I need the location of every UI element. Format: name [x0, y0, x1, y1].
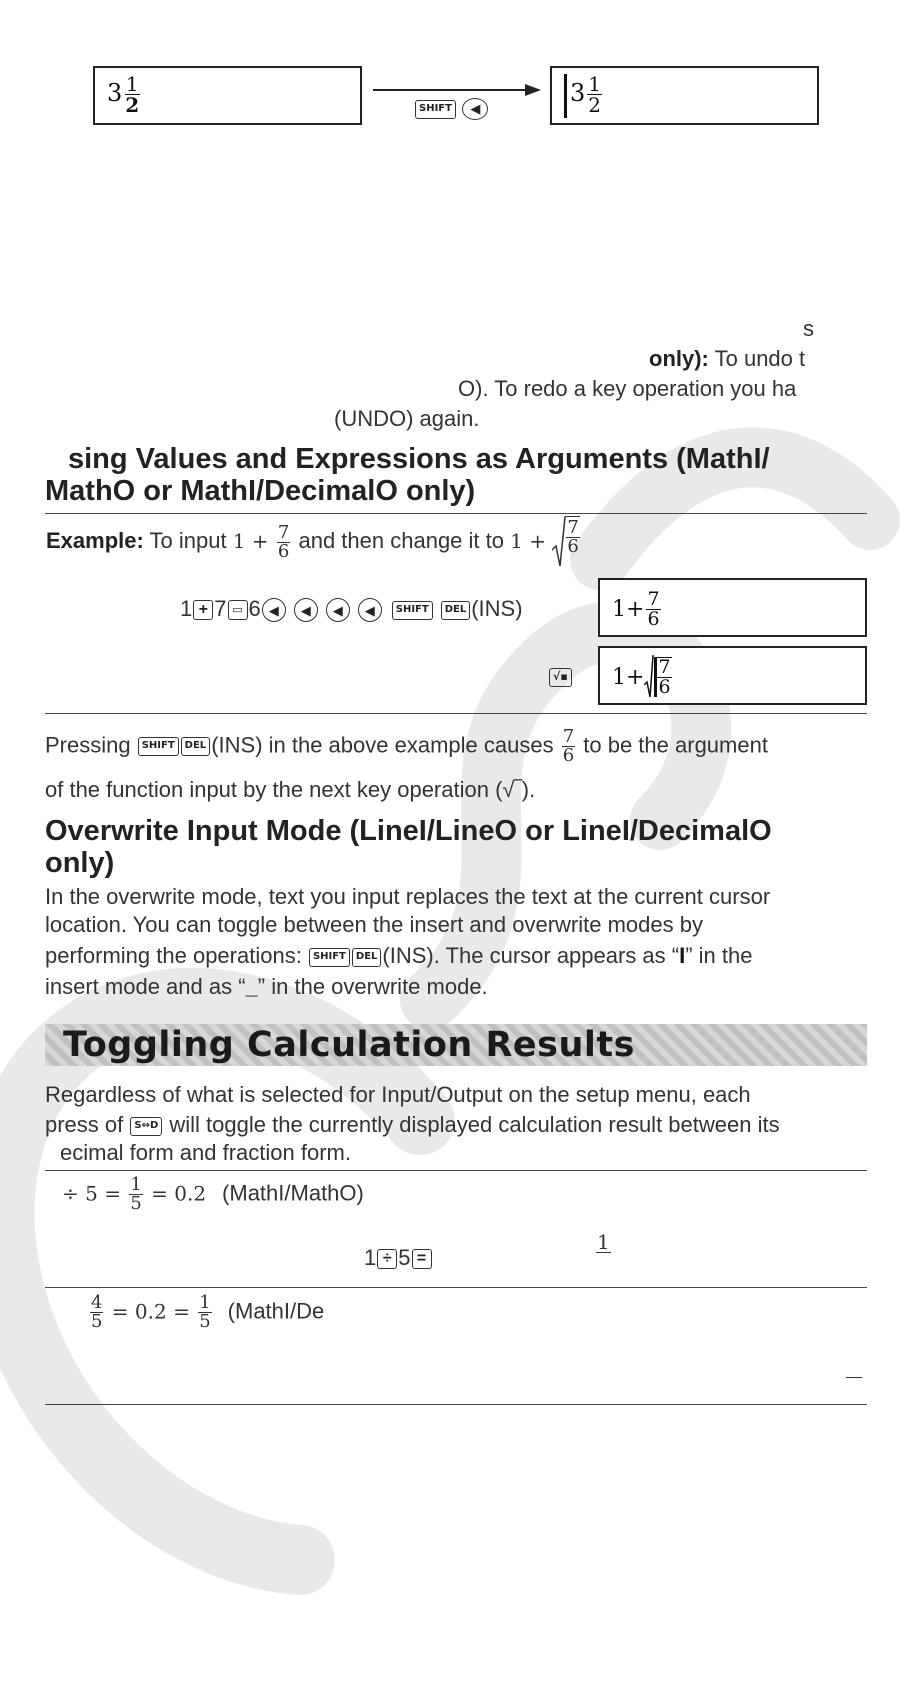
ex2-num2: 1 [199, 1292, 211, 1313]
mixed-denominator: 2 [125, 93, 140, 117]
example-text1: To input [143, 527, 233, 553]
toggle-para-line2 [45, 1110, 780, 1140]
example-line [46, 516, 580, 568]
transition-arrow [373, 82, 543, 98]
mixed-whole: 3 [570, 79, 586, 107]
mixed-denominator: 2 [588, 93, 602, 117]
s-d-key[interactable]: S⇔D [130, 1117, 162, 1136]
cursor-bar [564, 74, 567, 118]
overwrite-heading-line1: Overwrite Input Mode (LineI/LineO or LineI/DecimalO [45, 815, 772, 847]
banner-title: Toggling Calculation Results [63, 1025, 635, 1065]
args-heading-line1: sing Values and Expressions as Arguments (MathI/ [68, 443, 770, 475]
radical-sign-icon [644, 655, 654, 699]
ex2-result-fraction-bar [846, 1377, 862, 1378]
key-6[interactable]: 6 [248, 596, 261, 621]
left-arrow-key[interactable]: ◀ [262, 598, 286, 622]
plus-key[interactable]: + [193, 600, 213, 620]
screen-prefix: 1+ [612, 596, 645, 622]
overwrite-para-line3 [45, 941, 753, 971]
shift-key[interactable]: SHIFT [415, 100, 456, 119]
key-1[interactable]: 1 [364, 1245, 377, 1270]
undo-line2 [649, 344, 805, 374]
lcd-screen-before [93, 66, 362, 125]
key-sequence [180, 594, 523, 624]
ex1-tail: = 0.2 [144, 1181, 207, 1206]
mixed-whole: 3 [107, 79, 123, 107]
del-key[interactable]: DEL [441, 601, 471, 620]
overwrite-para-line4 [45, 972, 488, 1002]
shift-key[interactable]: SHIFT [138, 737, 179, 756]
args-heading-line2: MathO or MathI/DecimalO only) [45, 475, 476, 507]
key-5[interactable]: 5 [398, 1245, 411, 1270]
key-7[interactable]: 7 [214, 596, 227, 621]
para-line2b: will toggle the currently displayed calculation result between its [163, 1112, 780, 1137]
sqrt-expression [552, 516, 579, 568]
undo-line2-rest: To undo t [708, 346, 806, 371]
del-key[interactable]: DEL [352, 948, 382, 967]
para-line2a: press of [45, 1112, 130, 1137]
para-line4a: insert mode and as “ [45, 974, 246, 999]
note-text2: (INS) in the above example causes [211, 732, 560, 758]
key-1[interactable]: 1 [180, 596, 193, 621]
ex2-num1: 4 [91, 1292, 103, 1313]
note-text3: to be the argument [577, 732, 768, 758]
del-key[interactable]: DEL [181, 737, 211, 756]
ex1-mode: (MathI/MathO) [222, 1180, 364, 1206]
toggle-example1 [62, 1176, 364, 1213]
section-banner [45, 1024, 867, 1066]
ex1-result-fraction [594, 1232, 613, 1263]
ex2-den2: 5 [199, 1311, 211, 1332]
sqrt-key[interactable]: √▪ [549, 668, 572, 687]
mixed-numerator: 1 [125, 72, 139, 96]
lcd-screen-fraction [598, 578, 867, 637]
ins-label: (INS) [471, 596, 523, 621]
args-note-line1 [45, 728, 768, 765]
ex1-lead: ÷ 5 = [62, 1181, 128, 1206]
overwrite-para-line1: In the overwrite mode, text you input replaces the text at the current cursor [45, 884, 771, 909]
expr2-prefix: 1 + [510, 528, 553, 553]
toggle-example2 [88, 1294, 324, 1331]
undo-line3: O). To redo a key operation you ha [458, 376, 797, 401]
equals-key[interactable]: = [412, 1249, 432, 1269]
note-num: 7 [562, 726, 575, 747]
divider [45, 1170, 867, 1171]
lcd-screen-after [550, 66, 819, 125]
para-line3c: ” in the [685, 943, 753, 968]
expr1-prefix: 1 + [232, 528, 275, 553]
para-line3b: (INS). The cursor appears as “ [382, 943, 680, 968]
para-line3a: performing the operations: [45, 943, 308, 968]
undo-line1: s [803, 316, 814, 341]
left-arrow-key[interactable]: ◀ [326, 598, 350, 622]
args-note-line2: of the function input by the next key operation (√‾). [45, 777, 536, 802]
note-den: 6 [562, 745, 575, 766]
ex1-num: 1 [130, 1174, 142, 1195]
sqrt-num: 7 [567, 517, 579, 538]
shift-key[interactable]: SHIFT [309, 948, 350, 967]
divider [45, 1287, 867, 1288]
example-label: Example: [46, 527, 144, 553]
ex1-result-num: 1 [597, 1230, 610, 1254]
screen-num: 7 [647, 587, 660, 610]
insert-cursor-glyph: I [679, 943, 686, 968]
divide-key[interactable]: ÷ [377, 1249, 397, 1269]
ex2-mid: = 0.2 = [105, 1299, 197, 1324]
left-arrow-key[interactable]: ◀ [294, 598, 318, 622]
ex2-den1: 5 [91, 1311, 103, 1332]
screen-num: 7 [658, 656, 671, 678]
lcd-screen-sqrt [598, 646, 867, 705]
divider [45, 713, 867, 714]
screen-prefix: 1+ [612, 664, 645, 690]
frac-den: 6 [277, 540, 290, 562]
toggle-para-line3: ecimal form and fraction form. [60, 1140, 351, 1165]
overwrite-heading-line2: only) [45, 847, 115, 879]
divider [45, 1404, 867, 1405]
para-line4b: ” in the overwrite mode. [257, 974, 488, 999]
note-text1: Pressing [45, 732, 137, 758]
ex2-mode: (MathI/De [227, 1298, 325, 1324]
frac-num: 7 [277, 521, 290, 543]
left-arrow-key[interactable]: ◀ [462, 98, 488, 120]
example-text2: and then change it to [292, 527, 511, 553]
toggle-para-line1: Regardless of what is selected for Input/Output on the setup menu, each [45, 1082, 751, 1107]
mixed-numerator: 1 [588, 72, 602, 96]
divider [45, 513, 867, 514]
ex1-key-sequence [364, 1243, 433, 1273]
shift-key[interactable]: SHIFT [392, 601, 433, 620]
overwrite-cursor-glyph: _ [245, 974, 258, 999]
overwrite-para-line2: location. You can toggle between the insert and overwrite modes by [45, 912, 703, 937]
radical-sign-icon [552, 516, 566, 568]
screen-den: 6 [658, 676, 671, 698]
ex1-den: 5 [130, 1193, 142, 1214]
screen-den: 6 [647, 607, 660, 630]
undo-bold: only): [649, 346, 709, 371]
sqrt-den: 6 [567, 536, 579, 557]
left-arrow-key[interactable]: ◀ [358, 598, 382, 622]
fraction-key[interactable]: ▭ [228, 600, 248, 620]
undo-line4: (UNDO) again. [334, 406, 480, 431]
